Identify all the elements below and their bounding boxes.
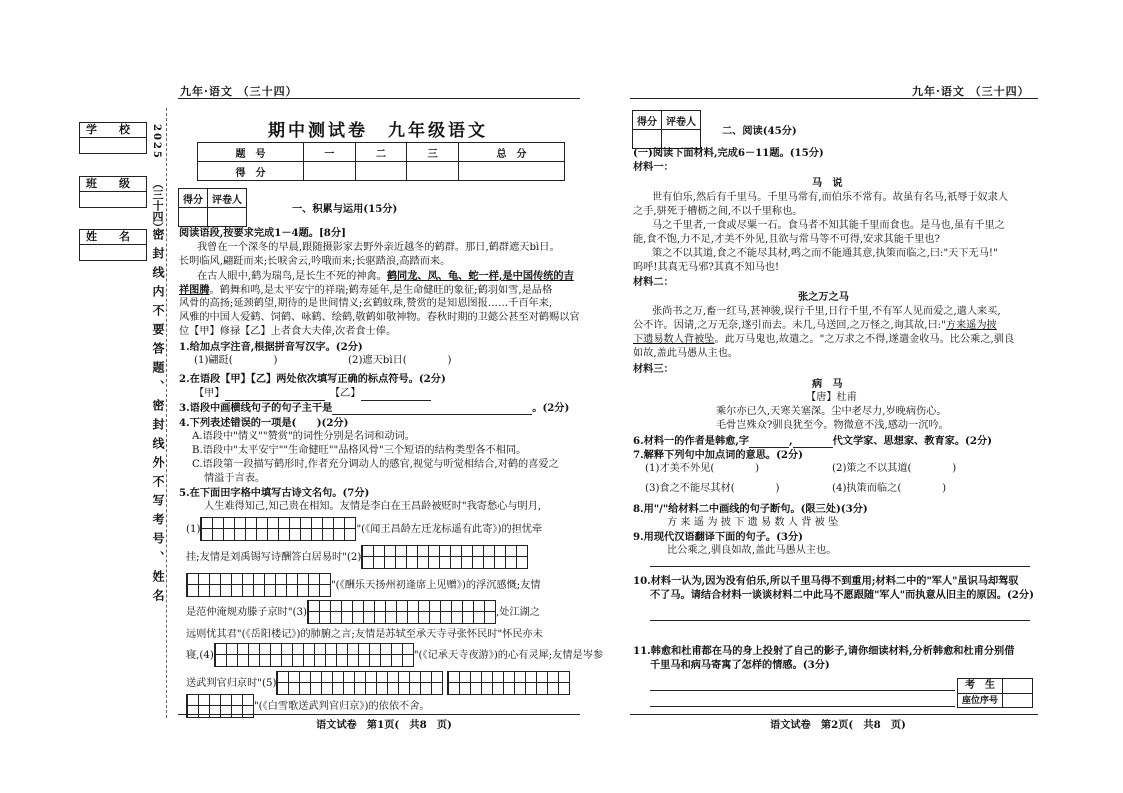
seat-row-1	[958, 679, 1032, 694]
score-row-label: 得 分	[198, 162, 304, 181]
q7-4[interactable]: (4)执策而临之( )	[832, 483, 947, 494]
underlined-sentence-a: 鹤同龙、凤、龟、蛇一样,是中国传统的吉	[386, 270, 574, 282]
q5-3-grid[interactable]	[307, 600, 496, 624]
q2-a-label: 【甲】	[194, 388, 225, 399]
m1-line6: 呜呼!其真无马邪?其真不知马也!	[633, 262, 780, 273]
q5-line7	[186, 671, 570, 695]
score-table	[197, 142, 565, 181]
q2-b[interactable]	[330, 387, 431, 401]
q3-stem	[179, 401, 569, 415]
m2-line2-a: 公不许。因请,之万无奈,遂引而去。未几,马送回,之万怪之,询其故,曰:"	[633, 320, 946, 331]
para2-line3: 风骨的高扬;延颈鹤望,期待的是世间情义;玄鹤蚊珠,赞赏的是知恩图报……千百年来,	[179, 298, 553, 309]
score-cell[interactable]	[407, 162, 459, 181]
q7-3[interactable]: (3)食之不能尽其材( )	[645, 483, 780, 494]
material-3-title: 病 马	[812, 378, 843, 390]
q5-3-tail: "(《酬乐天扬州初逢席上见赠》)的浮沉感慨;友情	[331, 580, 541, 591]
material-3-author: 【唐】杜甫	[806, 392, 857, 403]
q6-blank-1[interactable]	[749, 436, 789, 448]
m2-line3	[633, 333, 1014, 347]
q9-answer-line[interactable]	[650, 566, 1030, 567]
q11-answer-line-2[interactable]	[650, 706, 955, 707]
seal-line	[166, 108, 167, 718]
q6-text: 6.材料一的作者是韩愈,字	[633, 435, 750, 447]
side-number: （三十四）	[151, 178, 164, 233]
m1-line4: 能,食不饱,力不足,才美不外见,且欲与常马等不可得,安求其能千里也?	[633, 234, 940, 245]
q3-blank[interactable]	[332, 403, 532, 415]
q4-stem: 4.下列表述错误的一项是( )(2分)	[179, 417, 349, 429]
q5-4-tail: "(《记承天寺夜游》)的心有灵犀;友情是岑参	[413, 650, 604, 661]
q9-sentence: 比公乘之,驯良如故,盖此马愚从主也。	[667, 545, 837, 556]
name-label: 姓 名	[80, 230, 146, 245]
seat-label-1: 考 生	[958, 679, 1003, 693]
m2-line3-b: 。此万马鬼也,故遣之。"之万求之不得,遂遣金收马。比公乘之,驯良	[714, 334, 1015, 345]
seat-row-2	[958, 694, 1032, 708]
q4-c2: 情溢于言表。	[204, 473, 266, 484]
material-2-title: 张之万之马	[798, 291, 849, 303]
q10-line1: 10.材料一认为,因为没有伯乐,所以千里马得不到重用;材料二中的"军人"虽识马却驾驭	[633, 575, 1019, 587]
m1-line5: 策之不以其道,食之不能尽其材,鸣之而不能通其意,执策而临之,曰:"天下无马!"	[652, 248, 998, 259]
material-3-label: 材料三：	[633, 363, 674, 375]
m1-line2: 之手,骈死于槽枥之间,不以千里称也。	[633, 206, 803, 217]
q5-5-label: 送武判官归京时"(5)	[186, 678, 277, 689]
q2-b-blank[interactable]	[361, 389, 431, 401]
school-label: 学 校	[80, 123, 146, 138]
section-2-heading: 二、阅读(45分)	[722, 125, 797, 137]
score-cell[interactable]	[304, 162, 356, 181]
score-head-3: 三	[407, 143, 459, 162]
part1-intro: (一)阅读下面材料,完成6－11题。(15分)	[633, 147, 824, 159]
q3-text: 3.语段中画横线句子的句子主干是	[179, 402, 333, 414]
q2-a[interactable]	[194, 387, 325, 401]
para1-line1: 我曾在一个深冬的早晨,跟随摄影家去野外亲近越冬的鹤群。那日,鹤群遮天bì日。	[197, 242, 560, 253]
seat-number-box[interactable]	[957, 678, 1033, 708]
q2-stem: 2.在语段【甲】【乙】两处依次填写正确的标点符号。(2分)	[179, 373, 446, 385]
underlined-sentence-b: 祥图腾	[179, 284, 210, 296]
para2-line2-b: 。鹤舞和鸣,是太平安宁的祥瑞;鹤寿延年,是生命健旺的象征;鹤羽如雪,是品格	[209, 285, 553, 296]
scorer-pingjuan: 评卷人	[662, 111, 701, 130]
page-header-right: 九年·语文 （三十四）	[912, 85, 1030, 98]
q5-3-end: ,处江湖之	[496, 607, 540, 618]
q-intro: 阅读语段,按要求完成1－4题。[8分]	[179, 227, 346, 239]
q5-intro: 人生难得知己,知己贵在相知。友情是李白在王昌龄被贬时"我寄愁心与明月,	[204, 501, 542, 512]
q1-b[interactable]: (2)遮天bì日( )	[348, 355, 452, 366]
score-cell[interactable]	[355, 162, 407, 181]
poem-line2: 毛骨岂殊众?驯良犹至今。物微意不浅,感动一沉吟。	[716, 420, 949, 431]
footer-rule-right	[630, 714, 1038, 715]
q4-a[interactable]: A.语段中"情义""赞赏"的词性分别是名词和动词。	[192, 431, 415, 442]
q5-1-tail: "(《闻王昌龄左迁龙标遥有此寄》)的担忧牵	[356, 524, 543, 535]
page-footer-1: 语文试卷 第1页( 共8 页)	[316, 719, 452, 731]
para2-line2	[179, 283, 552, 298]
q5-2-grid[interactable]	[361, 545, 528, 569]
q4-b[interactable]: B.语段中"太平安宁""生命健旺""品格风骨"三个短语的结构类型各不相同。	[192, 445, 527, 456]
para2-line1	[197, 269, 574, 284]
section-1-heading: 一、积累与运用(15分)	[292, 203, 398, 215]
q5-line5: 远则忧其君"(《岳阳楼记》)的肺腑之言;友情是苏轼至承天寺寻张怀民时"怀民亦未	[186, 629, 543, 640]
q3-end: 。(2分)	[532, 402, 570, 414]
side-year: 2025	[151, 124, 162, 160]
q5-4-grid[interactable]	[214, 643, 414, 667]
material-2-label: 材料二：	[633, 276, 674, 288]
score-head-4: 总 分	[458, 143, 564, 162]
q5-2-label: 挂;友情是刘禹锡写诗酬答白居易时"(2)	[186, 552, 362, 563]
q5-1-grid[interactable]	[200, 517, 356, 541]
school-box[interactable]	[79, 122, 147, 154]
score-cell[interactable]	[458, 162, 564, 181]
m2-line4: 如故,盖此马愚从主也。	[633, 348, 739, 359]
footer-rule-left	[178, 714, 580, 715]
q7-2[interactable]: (2)策之不以其道( )	[832, 463, 957, 474]
scorer-defen: 得分	[179, 189, 208, 208]
m1-line1: 世有伯乐,然后有千里马。千里马常有,而伯乐不常有。故虽有名马,祇辱于奴隶人	[652, 192, 1009, 203]
para2-line1-a: 在古人眼中,鹤为瑞鸟,是长生不死的神禽。	[197, 271, 387, 282]
name-box[interactable]	[79, 229, 147, 261]
m2-underlined-a: 方来遥为披	[945, 320, 997, 331]
scorer-cell[interactable]	[208, 208, 247, 227]
q5-stem: 5.在下面田字格中填写古诗文名句。(7分)	[179, 487, 370, 499]
q6-tail: 代文学家、思想家、教育家。(2分)	[832, 435, 992, 447]
m2-underlined-b: 下遗易数人背被坠	[633, 334, 715, 345]
class-box[interactable]	[79, 176, 147, 208]
q8-sentence[interactable]: 方 来 遥 为 披 下 遗 易 数 人 背 被 坠	[667, 517, 839, 528]
class-label: 班 级	[80, 177, 146, 192]
scorer-defen: 得分	[633, 111, 662, 130]
q1-a[interactable]: (1)翩跹( )	[194, 355, 278, 366]
poem-line1: 乘尔亦已久,天寒关塞深。尘中老尽力,岁晚病伤心。	[716, 406, 947, 417]
q7-stem: 7.解释下列句中加点词的意思。(2分)	[633, 449, 803, 461]
material-1-label: 材料一：	[633, 161, 674, 173]
q5-5b-grid[interactable]	[447, 671, 570, 695]
q9-stem: 9.用现代汉语翻译下面的句子。(3分)	[633, 531, 803, 543]
page-header-left: 九年·语文 （三十四）	[180, 85, 298, 98]
q4-c[interactable]: C.语段第一段描写鹤形时,作者充分调动人的感官,视觉与听觉相结合,对鹤的喜爱之	[192, 459, 559, 470]
q5-line1	[186, 517, 542, 541]
score-head-2: 二	[355, 143, 407, 162]
q5-4-label: 寝,(4)	[186, 650, 214, 661]
q6-blank-2[interactable]	[793, 436, 833, 448]
q5-line4	[186, 600, 540, 624]
q5-5-grid[interactable]	[276, 671, 443, 695]
para1-line2: 长明临风,翩跹而来;长唳舍云,吟哦而来;长驱踏浪,高踏而来。	[179, 256, 451, 267]
m2-line1: 张尚书之万,畜一红马,甚神骏,误行千里,日行千里,不有军人见而爱之,遣人来买,	[652, 306, 1001, 317]
q8-stem: 8.用"/"给材料二中画线的句子断句。(限三处)(3分)	[633, 503, 868, 515]
material-1-title: 马 说	[812, 177, 843, 189]
score-head-0: 题 号	[198, 143, 304, 162]
para2-line4: 风雅的中国人爱鹤、饲鹤、咏鹤、绘鹤,敬鹤如敬神物。春秋时期的卫懿公甚至对鹤赐以官	[179, 312, 580, 323]
score-head-1: 一	[304, 143, 356, 162]
header-rule-left	[178, 98, 580, 99]
seal-line-text: 密封线内不要答题、密封线外不写考号、姓名	[151, 228, 165, 608]
q2-b-label: 【乙】	[330, 388, 361, 399]
seat-label-2: 座位序号	[958, 694, 1003, 708]
page-footer-2: 语文试卷 第2页( 共8 页)	[770, 719, 906, 731]
q11-line1: 11.韩愈和杜甫都在马的身上投射了自己的影子,请你细读材料,分析韩愈和杜甫分别借	[633, 645, 1015, 657]
q5-line3	[186, 573, 541, 597]
q1-stem: 1.给加点字注音,根据拼音写汉字。(2分)	[179, 341, 363, 353]
q10-line2: 不了马。请结合材料一谈谈材料二中此马不愿跟随"军人"而执意从旧主的原因。(2分)	[650, 589, 1034, 601]
m1-line3: 马之千里者,一食或尽粟一石。食马者不知其能千里而食也。是马也,虽有千里之	[652, 220, 1005, 231]
q5-1-label: (1)	[186, 524, 201, 535]
q10-answer-line[interactable]	[650, 620, 1030, 621]
q5-3-label: 是范仲淹规劝滕子京时"(3)	[186, 607, 307, 618]
scorer-box-2	[632, 110, 701, 149]
q11-line2: 千里马和病马寄寓了怎样的情感。(3分)	[650, 659, 830, 671]
header-rule-right	[630, 98, 1038, 99]
q5-2b-grid[interactable]	[186, 573, 331, 597]
q5-line6	[186, 643, 603, 667]
m2-line2	[633, 319, 997, 333]
q5-line2	[186, 545, 528, 569]
scorer-box-1	[178, 188, 247, 227]
para2-line5: 位【甲】修禄【乙】上者食大夫俸,次者食士俸。	[179, 326, 397, 337]
scorer-cell[interactable]	[179, 208, 208, 227]
q7-1[interactable]: (1)才美不外见( )	[645, 463, 760, 474]
q11-answer-line-1[interactable]	[650, 690, 955, 691]
q6: 6.材料一的作者是韩愈,字 , 代文学家、思想家、教育家。(2分)	[633, 435, 992, 447]
q5-5-tail: "(《白雪歌送武判官归京》)的依依不舍。	[254, 701, 430, 712]
q2-a-blank[interactable]	[225, 389, 325, 401]
scorer-pingjuan: 评卷人	[208, 189, 247, 208]
exam-title: 期中测试卷 九年级语文	[268, 121, 488, 141]
